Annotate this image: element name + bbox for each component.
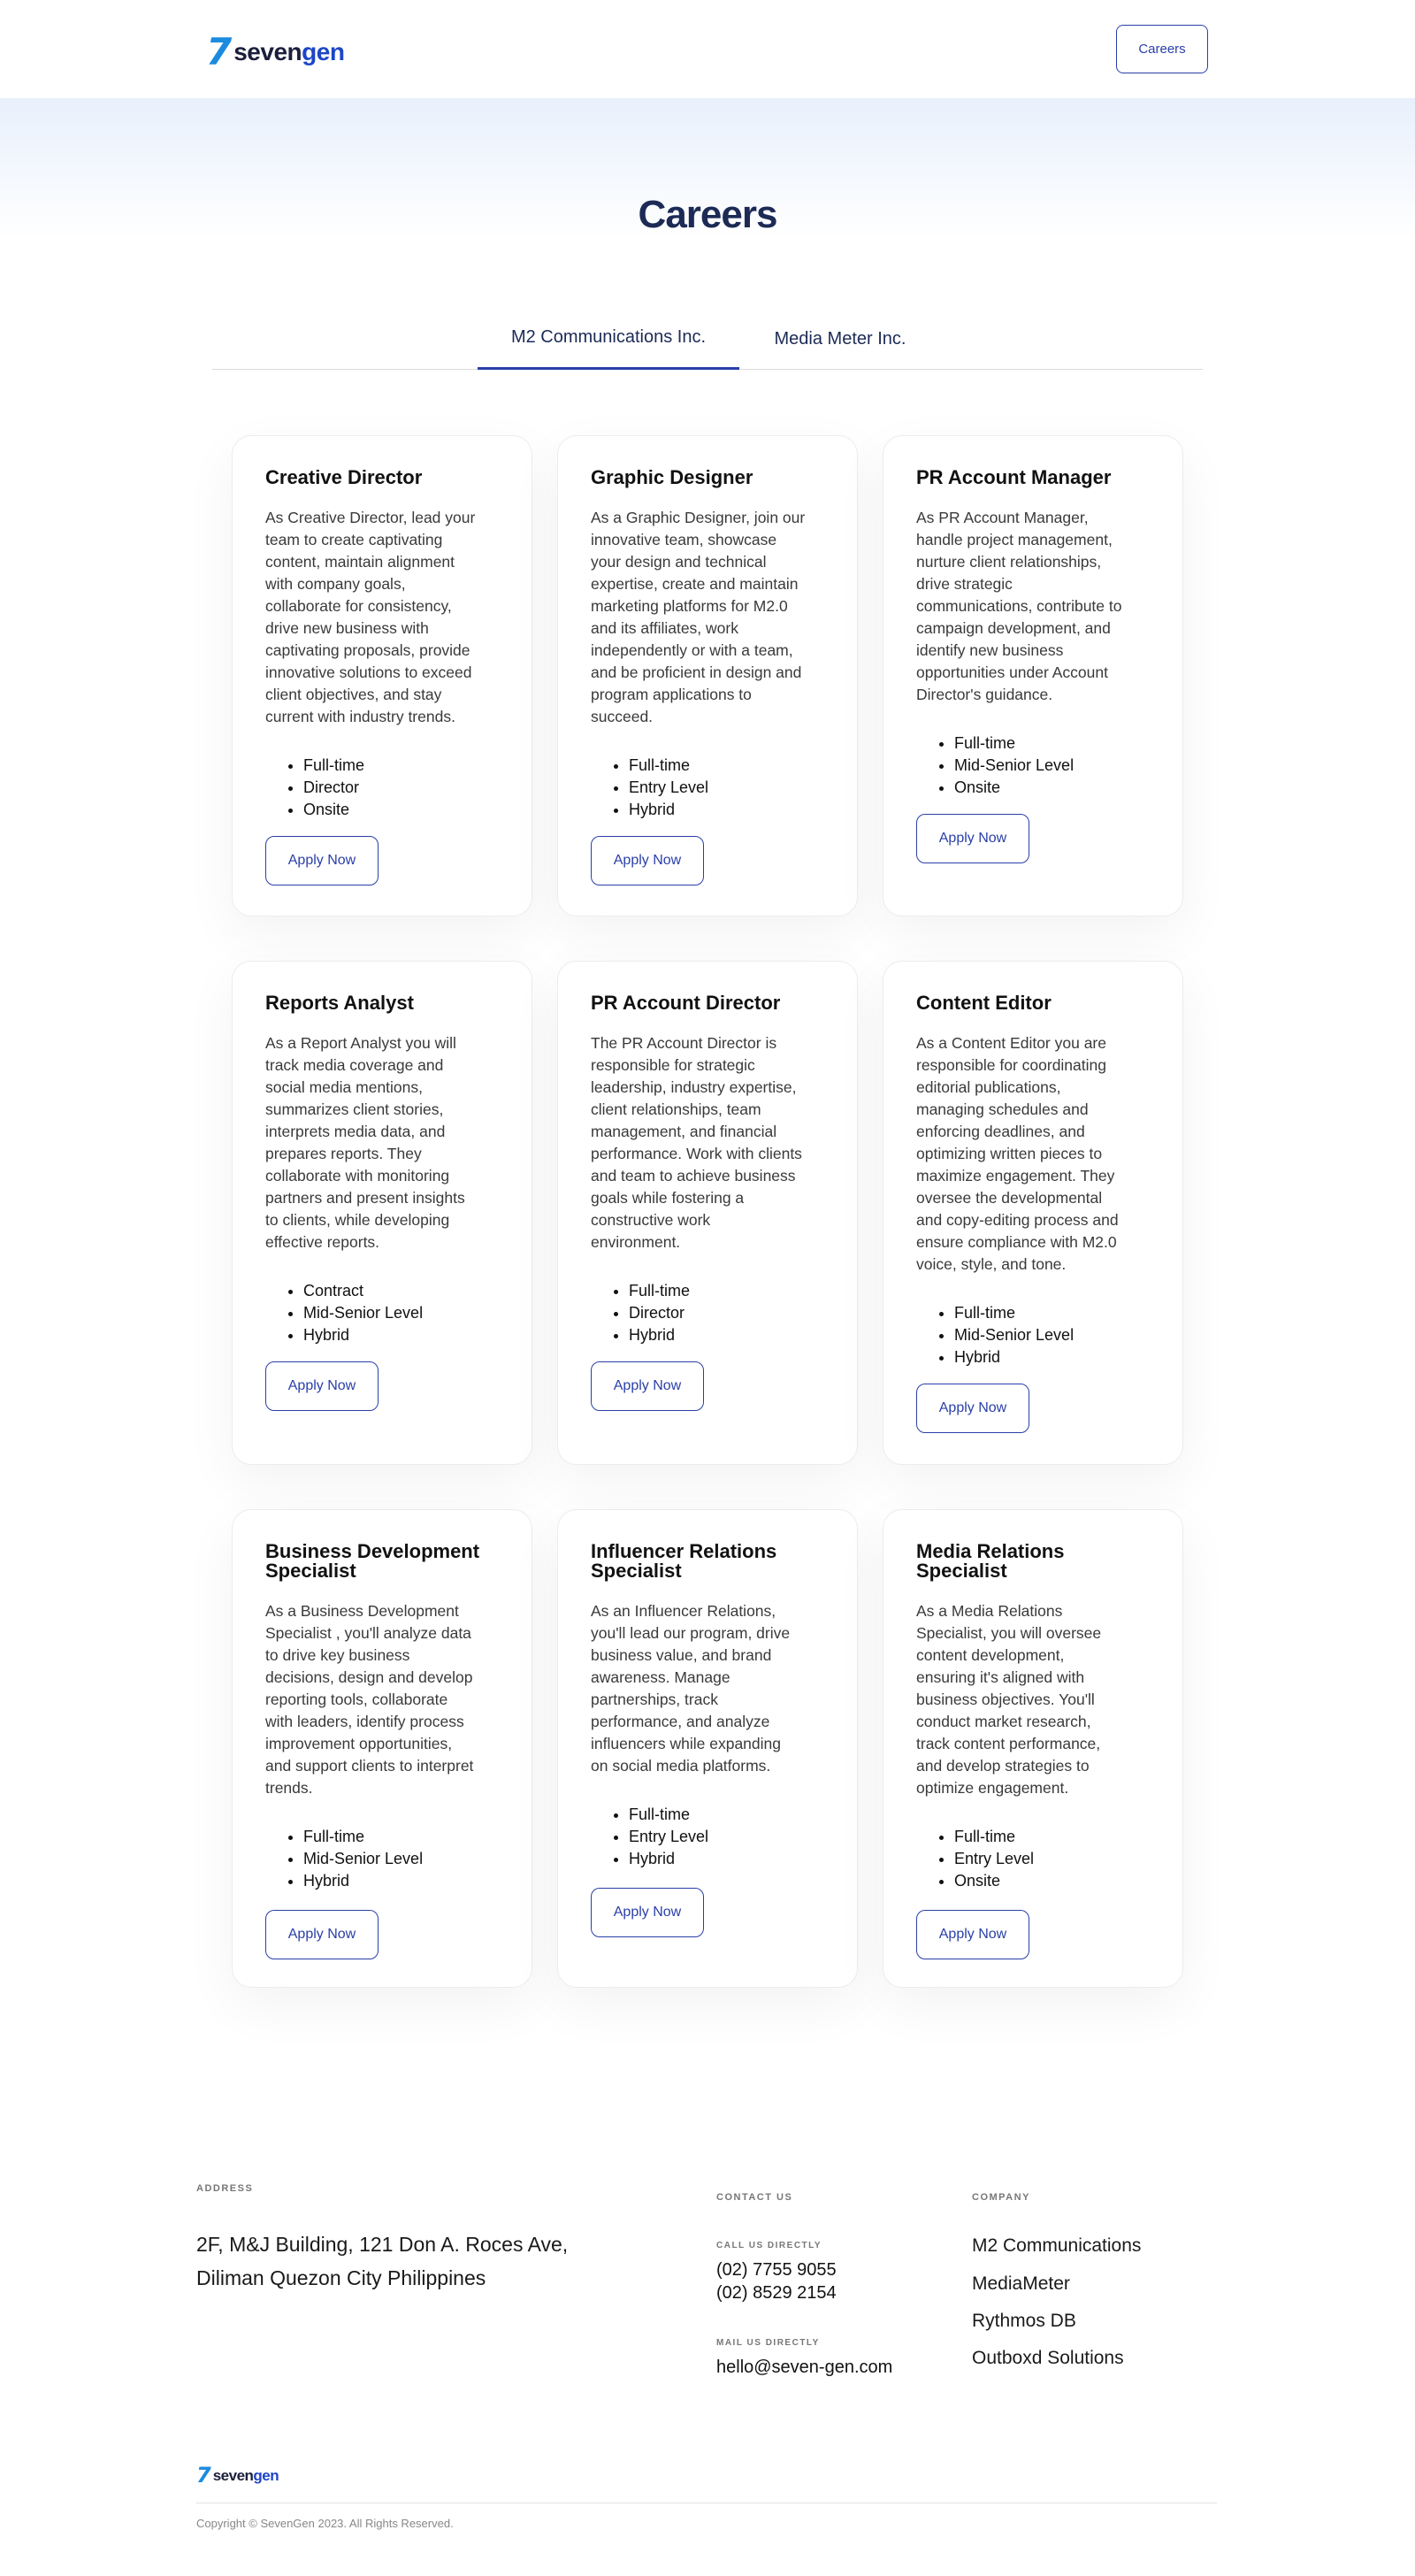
job-tags-list: [954, 1826, 1151, 1892]
apply-now-button[interactable]: Apply Now: [591, 1361, 704, 1411]
job-title: Influencer Relations Specialist: [591, 1540, 777, 1582]
apply-now-button[interactable]: Apply Now: [916, 1384, 1029, 1433]
footer-phone-2[interactable]: (02) 8529 2154: [716, 2283, 837, 2303]
job-tag: • Full-time: [303, 755, 500, 777]
job-tag: • Full-time: [303, 1826, 500, 1848]
job-tag: • Director: [629, 1302, 825, 1324]
job-card-reports-analyst: [232, 961, 532, 1465]
job-tags-list: [954, 1302, 1151, 1368]
job-title: Business Development Specialist: [265, 1540, 480, 1582]
job-description: The PR Account Director is responsible for strategic leadership, industry expertise, client relationships, team management, and financial performance. Work with clients and team to achieve business goals while fostering a constructive work environment.: [591, 1034, 802, 1251]
job-tag: • Full-time: [629, 1280, 825, 1302]
job-tag: • Full-time: [629, 1804, 825, 1826]
logo-mark: 7: [206, 30, 233, 73]
job-tags-list: [629, 755, 825, 821]
company-tabs: [212, 308, 1203, 370]
job-card-pr-account-manager: [883, 435, 1183, 916]
job-description: As a Report Analyst you will track media coverage and social media mentions, summarizes client stories, interprets media data, and prepares reports. They collaborate with monitoring partners and present insights to clients, while developing effective reports.: [265, 1034, 465, 1251]
footer-link-outboxd-solutions[interactable]: Outboxd Solutions: [972, 2348, 1124, 2368]
sevengen-logo[interactable]: [206, 30, 345, 73]
job-title: PR Account Manager: [916, 466, 1112, 488]
job-card-business-development-specialist: [232, 1509, 532, 1988]
job-tag: • Entry Level: [954, 1848, 1151, 1870]
job-tags-list: [303, 1280, 500, 1346]
job-card-creative-director: [232, 435, 532, 916]
job-card-media-relations-specialist: [883, 1509, 1183, 1988]
job-description: As a Media Relations Specialist, you will oversee content development, ensuring it's aligned with business objectives. You'll conduct market research, track content performance, and develop strategies to optimize engagement.: [916, 1602, 1102, 1797]
job-tag: • Mid-Senior Level: [303, 1848, 500, 1870]
copyright-text: Copyright © SevenGen 2023. All Rights Reserved.: [196, 2517, 454, 2530]
job-title: Reports Analyst: [265, 992, 414, 1014]
tab-media-meter[interactable]: Media Meter Inc.: [774, 328, 906, 349]
footer-email-link[interactable]: hello@seven-gen.com: [716, 2358, 893, 2377]
job-tags-list: [629, 1280, 825, 1346]
job-tag: • Hybrid: [303, 1870, 500, 1892]
tab-m2-communications[interactable]: M2 Communications Inc.: [478, 308, 739, 370]
job-tag: • Entry Level: [629, 1826, 825, 1848]
job-description: As a Graphic Designer, join our innovative team, showcase your design and technical expertise, create and maintain marketing platforms for M2.0 and its affiliates, work independently or with a team, and be proficient in design and program applications to succeed.: [591, 509, 806, 725]
job-tag: • Mid-Senior Level: [954, 1324, 1151, 1346]
job-description: As Creative Director, lead your team to create captivating content, maintain alignment with company goals, collaborate for consistency, drive new business with captivating proposals, provide innovative solutions to exceed client objectives, and stay current with industry trends.: [265, 509, 476, 725]
footer-contact-label: CONTACT US: [716, 2192, 793, 2203]
careers-nav-button[interactable]: Careers: [1116, 25, 1208, 73]
footer-link-rythmos-db[interactable]: Rythmos DB: [972, 2311, 1076, 2331]
job-title: PR Account Director: [591, 992, 781, 1014]
job-tag: • Onsite: [303, 799, 500, 821]
job-tag: • Onsite: [954, 777, 1151, 799]
job-description: As a Content Editor you are responsible for coordinating editorial publications, managing schedules and enforcing deadlines, and optimizing written pieces to maximize engagement. They oversee the developmental and copy-editing process and ensure compliance with M2.0 voice, style, and tone.: [916, 1034, 1119, 1273]
apply-now-button[interactable]: Apply Now: [591, 836, 704, 886]
footer-logo[interactable]: 7 sevengen: [196, 2463, 279, 2488]
footer-link-m2-communications[interactable]: M2 Communications: [972, 2235, 1142, 2256]
site-header: [0, 0, 1415, 98]
job-card-influencer-relations-specialist: [557, 1509, 858, 1988]
apply-now-button[interactable]: Apply Now: [916, 1910, 1029, 1959]
job-description: As a Business Development Specialist , you'll analyze data to drive key business decisions, design and develop reporting tools, collaborate with leaders, identify process improvement opportunities, and support clients to interpret trends.: [265, 1602, 474, 1797]
job-tag: • Full-time: [954, 1302, 1151, 1324]
footer-call-label: CALL US DIRECTLY: [716, 2241, 822, 2250]
apply-now-button[interactable]: Apply Now: [265, 1910, 379, 1959]
job-tag: • Full-time: [954, 732, 1151, 755]
page-title: Careers: [638, 193, 777, 236]
job-card-pr-account-director: [557, 961, 858, 1465]
footer-mail-label: MAIL US DIRECTLY: [716, 2338, 820, 2348]
job-title: Creative Director: [265, 466, 423, 488]
job-description: As PR Account Manager, handle project management, nurture client relationships, drive strategic communications, contribute to campaign development, and identify new business opportunities under Account Director's guidance.: [916, 509, 1122, 703]
job-title: Content Editor: [916, 992, 1052, 1014]
job-title: Media Relations Specialist: [916, 1540, 1065, 1582]
apply-now-button[interactable]: Apply Now: [265, 1361, 379, 1411]
job-tag: • Onsite: [954, 1870, 1151, 1892]
apply-now-button[interactable]: Apply Now: [916, 814, 1029, 863]
job-tag: • Director: [303, 777, 500, 799]
job-tags-list: [954, 732, 1151, 799]
job-tags-list: [303, 755, 500, 821]
job-tag: • Hybrid: [629, 799, 825, 821]
job-tag: • Hybrid: [629, 1324, 825, 1346]
job-card-content-editor: [883, 961, 1183, 1465]
footer-phone-1[interactable]: (02) 7755 9055: [716, 2260, 837, 2280]
job-tag: • Contract: [303, 1280, 500, 1302]
footer-address: 2F, M&J Building, 121 Don A. Roces Ave, Diliman Quezon City Philippines: [196, 2233, 569, 2289]
job-tag: • Hybrid: [629, 1848, 825, 1870]
apply-now-button[interactable]: Apply Now: [265, 836, 379, 886]
job-tags-list: [629, 1804, 825, 1870]
footer-address-label: ADDRESS: [196, 2183, 254, 2194]
job-tag: • Full-time: [629, 755, 825, 777]
apply-now-button[interactable]: Apply Now: [591, 1888, 704, 1937]
footer-company-label: COMPANY: [972, 2192, 1030, 2203]
footer-link-mediameter[interactable]: MediaMeter: [972, 2273, 1070, 2294]
job-tag: • Full-time: [954, 1826, 1151, 1848]
job-tag: • Mid-Senior Level: [303, 1302, 500, 1324]
job-tag: • Hybrid: [954, 1346, 1151, 1368]
job-tag: • Hybrid: [303, 1324, 500, 1346]
job-tag: • Mid-Senior Level: [954, 755, 1151, 777]
job-card-graphic-designer: [557, 435, 858, 916]
job-tag: • Entry Level: [629, 777, 825, 799]
logo-wordmark: sevengen: [233, 38, 345, 65]
job-tags-list: [303, 1826, 500, 1892]
job-description: As an Influencer Relations, you'll lead our program, drive business value, and brand awareness. Manage partnerships, track performance, and analyze influencers while expanding on social media platforms.: [591, 1602, 791, 1775]
job-title: Graphic Designer: [591, 466, 753, 488]
